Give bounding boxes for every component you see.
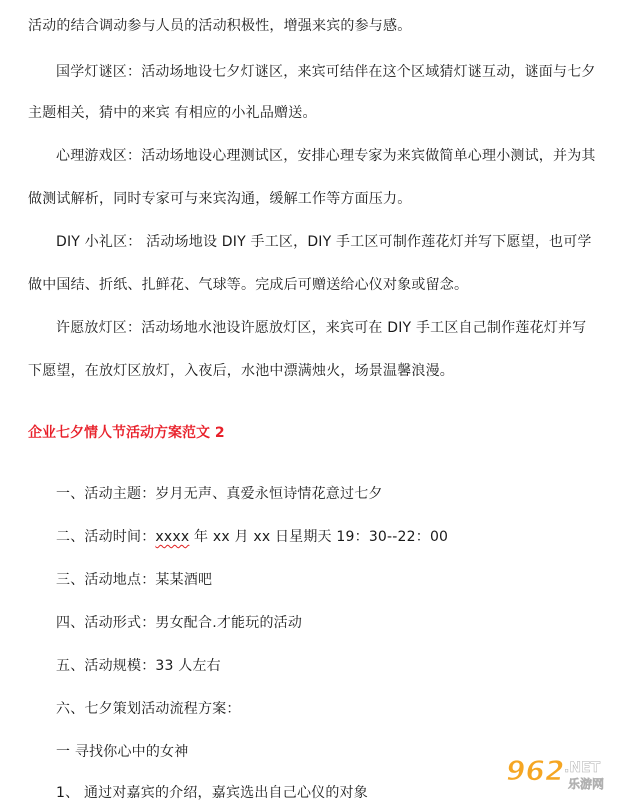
list-item: 一 寻找你心中的女神 [56,744,189,760]
spellcheck-flagged-word[interactable]: xxxx [155,529,190,545]
paragraph-line: 做测试解析，同时专家可与来宾沟通，缓解工作等方面压力。 [28,191,412,207]
list-item: 四、活动形式：男女配合.才能玩的活动 [56,615,303,631]
list-item: 三、活动地点：某某酒吧 [56,572,213,588]
site-watermark-logo [502,750,632,794]
watermark-suffix: .NET [564,760,601,776]
paragraph-line: 心理游戏区：活动场地设心理测试区，安排心理专家为来宾做简单心理小测试，并为其 [56,148,596,164]
time-label: 二、活动时间： [56,529,156,545]
paragraph-line: DIY 小礼区： 活动场地设 DIY 手工区，DIY 手工区可制作莲花灯并写下愿望，也可学 [56,234,592,250]
list-item: 六、七夕策划活动流程方案： [56,701,241,717]
watermark-subtitle: 乐游网 [568,777,605,791]
paragraph-line: 许愿放灯区：活动场地水池设许愿放灯区，来宾可在 DIY 手工区自己制作莲花灯并写 [56,320,587,336]
list-item: 五、活动规模：33 人左右 [56,658,221,674]
paragraph-line: 活动的结合调动参与人员的活动积极性，增强来宾的参与感。 [28,18,412,34]
list-item-time [56,528,448,546]
list-item: 一、活动主题：岁月无声、真爱永恒诗情花意过七夕 [56,486,383,502]
list-item: 1、 通过对嘉宾的介绍，嘉宾选出自己心仪的对象 [56,785,368,801]
watermark-number: 962 [506,754,565,787]
paragraph-line: 下愿望，在放灯区放灯，入夜后，水池中漂满烛火，场景温馨浪漫。 [28,363,454,379]
paragraph-line: 国学灯谜区：活动场地设七夕灯谜区，来宾可结伴在这个区域猜灯谜互动，谜面与七夕 [56,64,596,80]
paragraph-line: 做中国结、折纸、扎鲜花、气球等。完成后可赠送给心仪对象或留念。 [28,277,469,293]
time-value: 年 xx 月 xx 日星期天 19：30--22：00 [189,529,449,545]
paragraph-line: 主题相关，猜中的来宾 有相应的小礼品赠送。 [28,105,317,121]
section-heading: 企业七夕情人节活动方案范文 2 [28,425,225,441]
